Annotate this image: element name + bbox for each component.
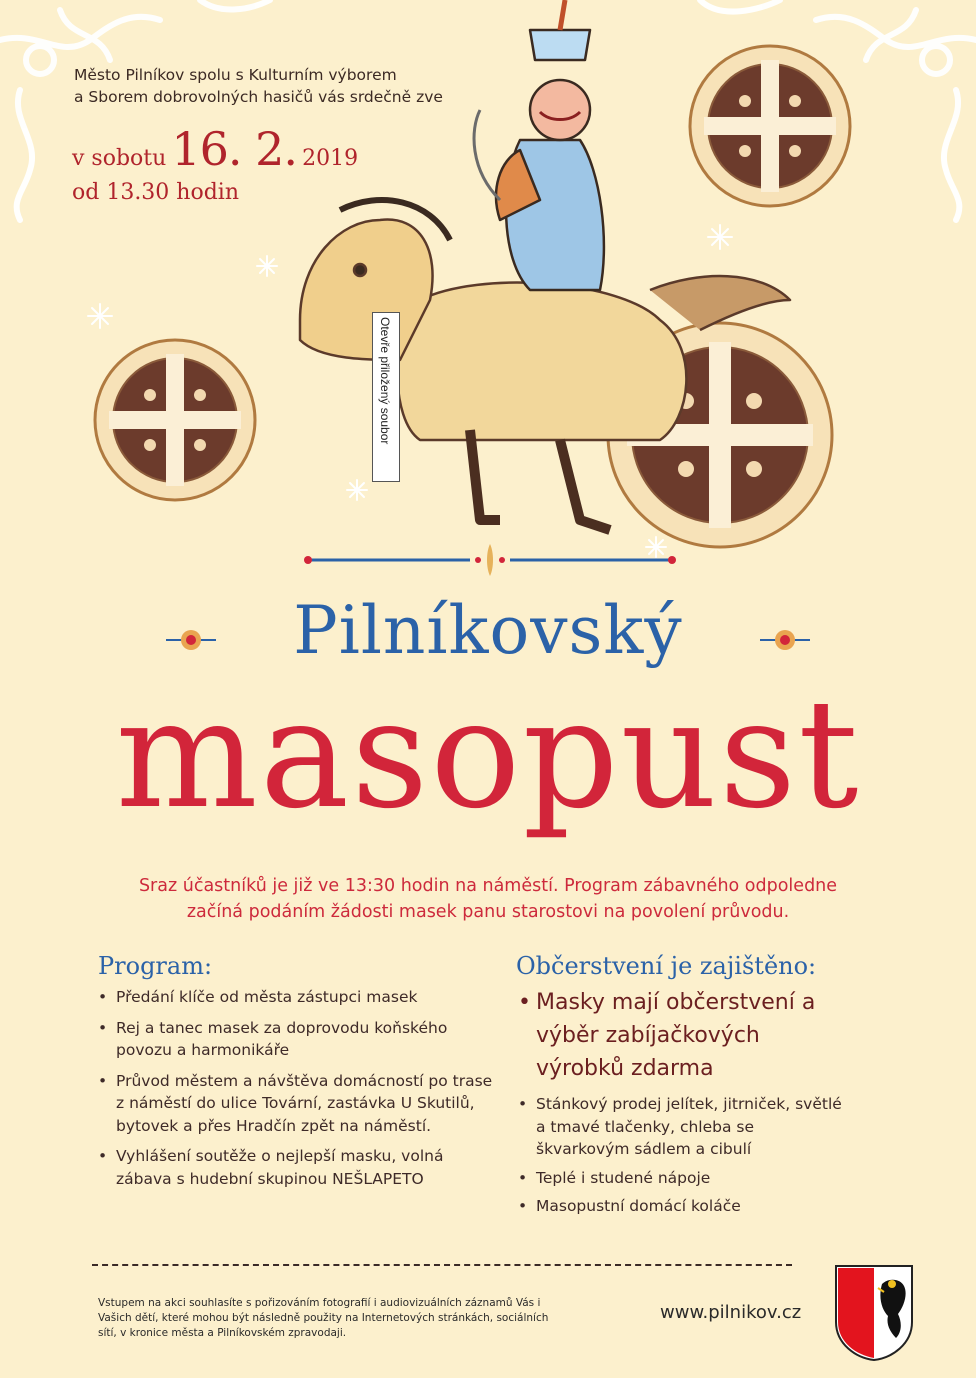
program-item: • Průvod městem a návštěva domácností po trase z náměstí do ulice Tovární, zastávka U Skutilů, bytovek a přes Hradčín zpět na náměstí.	[96, 1070, 496, 1138]
intro-line-2: a Sborem dobrovolných hasičů vás srdečně zve	[74, 88, 443, 106]
refreshments-list	[516, 986, 846, 1224]
event-summary	[70, 873, 906, 925]
cake-left	[95, 340, 255, 500]
refreshments-highlight: • Masky mají občerstvení a výběr zabíjačkových výrobků zdarma	[516, 986, 846, 1085]
open-attachment-tooltip[interactable]	[372, 312, 400, 482]
refreshments-item: • Masopustní domácí koláče	[516, 1195, 846, 1218]
program-heading: Program:	[98, 952, 213, 980]
refreshments-item: • Teplé i studené nápoje	[516, 1167, 846, 1190]
open-attachment-label: Otevře přiložený soubor	[378, 317, 392, 445]
invitation-text	[74, 64, 514, 108]
program-list	[96, 986, 496, 1198]
website-link[interactable]: www.pilnikov.cz	[660, 1302, 802, 1323]
footer-divider	[92, 1264, 792, 1266]
program-item: • Vyhlášení soutěže o nejlepší masku, volná zábava s hudební skupinou NEŠLAPETO	[96, 1145, 496, 1190]
refreshments-heading: Občerstvení je zajištěno:	[516, 952, 817, 980]
intro-line-1: Město Pilníkov spolu s Kulturním výborem	[74, 66, 397, 84]
date-main: 16. 2.	[171, 122, 298, 176]
town-coat-of-arms-icon	[834, 1262, 914, 1362]
refreshments-item: • Stánkový prodej jelítek, jitrniček, světlé a tmavé tlačenky, chleba se škvarkovým sádlem a cibulí	[516, 1093, 846, 1161]
ornament-divider	[300, 538, 680, 578]
program-item: • Rej a tanec masek za doprovodu koňského povozu a harmonikáře	[96, 1017, 496, 1062]
cake-top-right	[690, 46, 850, 206]
event-time: od 13.30 hodin	[72, 180, 239, 205]
summary-line-2: začíná podáním žádosti masek panu starostovi na povolení průvodu.	[186, 902, 790, 922]
title-masopust: masopust	[115, 668, 861, 842]
summary-line-1: Sraz účastníků je již ve 13:30 hodin na náměstí. Program zábavného odpoledne	[138, 876, 838, 896]
title-pilnikovsky: Pilníkovský	[293, 592, 683, 669]
rider	[474, 0, 604, 290]
date-prefix: v sobotu	[72, 146, 167, 171]
date-year: 2019	[302, 146, 359, 171]
event-date	[72, 122, 358, 176]
photo-consent-note: Vstupem na akci souhlasíte s pořizováním fotografií i audiovizuálních záznamů Vás i Vašich dětí, které mohou být následně použity na Internetových stránkách, sociálních sítí, v kronice města a Pilníkovském zpravodaji.	[98, 1297, 549, 1339]
program-item: • Předání klíče od města zástupci masek	[96, 986, 496, 1009]
